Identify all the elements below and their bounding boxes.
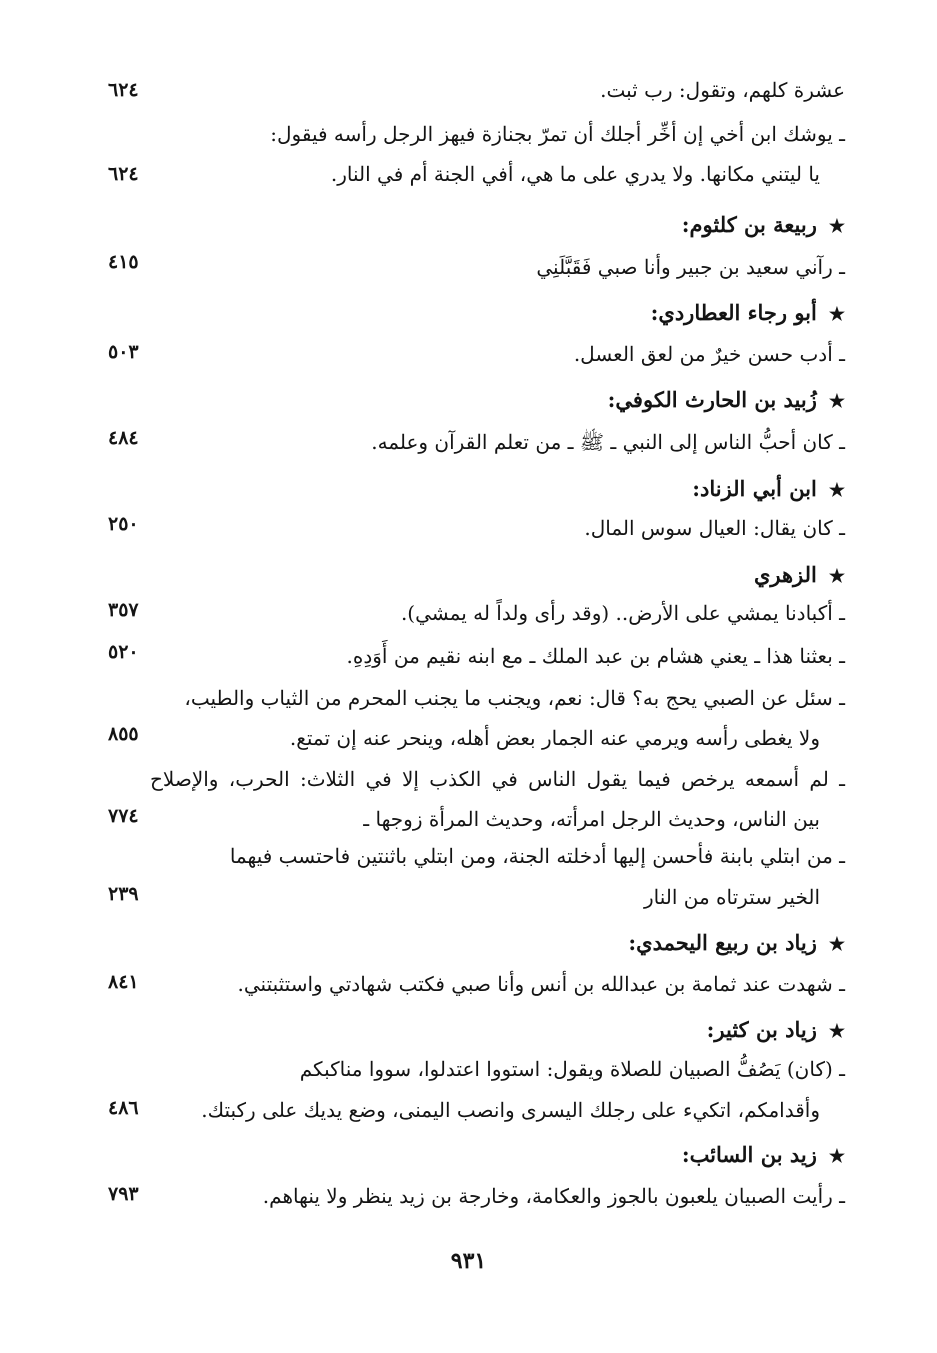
entry-line: ـ كان أحبُّ الناس إلى النبي ـ ﷺ ـ من تعلم القرآن وعلمه. xyxy=(371,430,845,454)
page-ref: ٥٢٠ xyxy=(108,641,139,663)
section-heading: ★زُبيد بن الحارث الكوفي: xyxy=(607,387,845,412)
page-ref: ٤١٥ xyxy=(108,251,139,273)
page-ref: ٧٩٣ xyxy=(108,1183,139,1205)
page-ref: ٤٨٦ xyxy=(108,1097,139,1119)
entry-line: ـ رآني سعيد بن جبير وأنا صبي فَقَبَّلَنِي xyxy=(536,255,845,279)
entry-line: ـ كان يقال: العيال سوس المال. xyxy=(584,516,845,540)
page-ref: ٦٢٤ xyxy=(108,79,139,101)
page-ref: ٢٣٩ xyxy=(108,883,139,905)
star-icon: ★ xyxy=(828,304,845,325)
section-heading: ★ربيعة بن كلثوم: xyxy=(681,212,845,237)
page-ref: ٥٠٣ xyxy=(108,341,139,363)
entry-line: وأقدامكم، اتكيء على رجلك اليسرى وانصب اليمنى، وضع يديك على ركبتك. xyxy=(201,1098,820,1122)
page-ref: ٣٥٧ xyxy=(108,599,139,621)
star-icon: ★ xyxy=(828,391,845,412)
star-icon: ★ xyxy=(828,1146,845,1167)
section-heading: ★أبو رجاء العطاردي: xyxy=(650,300,845,325)
entry-line: ولا يغطى رأسه ويرمي عنه الجمار بعض أهله، وينحر عنه إن تمتع. xyxy=(289,726,820,750)
entry-line: الخير سترتاه من النار xyxy=(643,885,820,909)
section-heading: ★ابن أبي الزناد: xyxy=(692,476,845,501)
page-ref: ٦٢٤ xyxy=(108,163,139,185)
section-heading: ★زياد بن كثير: xyxy=(706,1017,845,1042)
star-icon: ★ xyxy=(828,934,845,955)
entry-line: بين الناس، وحديث الرجل امرأته، وحديث المرأة زوجها ـ xyxy=(363,807,820,831)
entry-line: عشرة كلهم، وتقول: رب ثبت. xyxy=(600,78,845,102)
entry-line: ـ لم أسمعه يرخص فيما يقول الناس في الكذب إلا في الثلاث: الحرب، والإصلاح xyxy=(150,767,845,791)
entry-line: ـ شهدت عند ثمامة بن عبدالله بن أنس وأنا صبي فكتب شهادتي واستثبتني. xyxy=(237,972,845,996)
star-icon: ★ xyxy=(828,1021,845,1042)
entry-line: ـ أدب حسن خيرٌ من لعق العسل. xyxy=(573,342,845,366)
page-ref: ٤٨٤ xyxy=(108,427,139,449)
page-ref: ٢٥٠ xyxy=(108,513,139,535)
star-icon: ★ xyxy=(828,480,845,501)
entry-line: ـ أكبادنا يمشي على الأرض.. (وقد رأى ولداً له يمشي). xyxy=(400,601,845,625)
page-ref: ٨٥٥ xyxy=(108,723,139,745)
entry-line: ـ سئل عن الصبي يحج به؟ قال: نعم، ويجنب ما يجنب المحرم من الثياب والطيب، xyxy=(184,686,845,710)
entry-line: ـ رأيت الصبيان يلعبون بالجوز والعكامة، وخارجة بن زيد ينظر ولا ينهاهم. xyxy=(262,1184,845,1208)
section-heading: ★الزهري xyxy=(753,562,845,587)
entry-line: ـ من ابتلي بابنة فأحسن إليها أدخلته الجنة، ومن ابتلي باثنتين فاحتسب فيهما xyxy=(229,844,845,868)
entry-line: ـ (كان) يَصُفُّ الصبيان للصلاة ويقول: استووا اعتدلوا، سووا مناكبكم xyxy=(299,1057,845,1081)
page-ref: ٧٧٤ xyxy=(108,805,139,827)
page-number: ٩٣١ xyxy=(450,1248,487,1274)
star-icon: ★ xyxy=(828,566,845,587)
section-heading: ★زياد بن ربيع اليحمدي: xyxy=(628,930,845,955)
entry-line: ـ بعثنا هذا ـ يعني هشام بن عبد الملك ـ مع ابنه نقيم من أَوَدِهِ. xyxy=(346,644,845,668)
entry-line: ـ يوشك ابن أخي إن أخِّر أجلك أن تمرّ بجنازة فيهز الرجل رأسه فيقول: xyxy=(270,122,845,146)
page-ref: ٨٤١ xyxy=(108,971,139,993)
star-icon: ★ xyxy=(828,216,845,237)
section-heading: ★زيد بن السائب: xyxy=(681,1142,845,1167)
entry-line: يا ليتني مكانها. ولا يدري على ما هي، أفي الجنة أم في النار. xyxy=(330,162,820,186)
